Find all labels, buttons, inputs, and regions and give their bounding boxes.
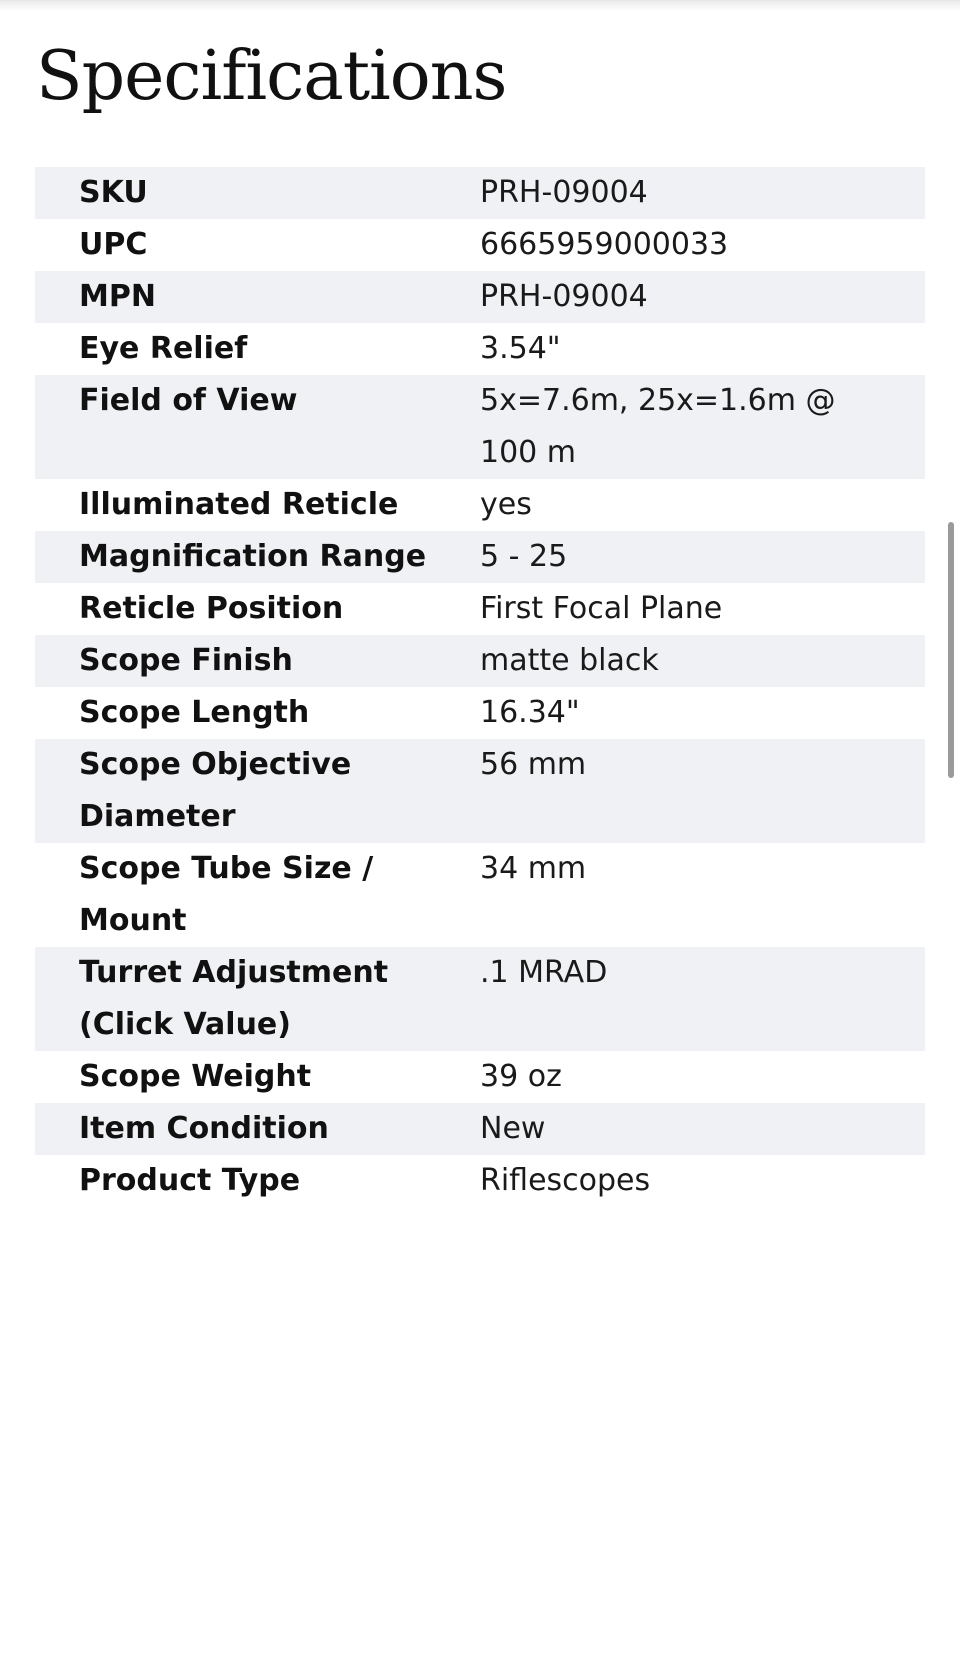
spec-value: 5x=7.6m, 25x=1.6m @ 100 m: [480, 383, 836, 470]
spec-row-sku: [35, 167, 925, 219]
spec-label: Illuminated Reticle: [79, 487, 399, 522]
spec-label: Eye Relief: [79, 331, 248, 366]
spec-label: Scope Finish: [79, 643, 293, 678]
spec-label: Scope Tube Size / Mount: [79, 851, 374, 938]
spec-row-scope-length: [35, 687, 925, 739]
spec-label: Turret Adjustment (Click Value): [79, 955, 389, 1042]
spec-value: 34 mm: [480, 851, 587, 886]
spec-value: 6665959000033: [480, 227, 729, 262]
spec-row-reticle-position: [35, 583, 925, 635]
spec-row-item-condition: [35, 1103, 925, 1155]
spec-value: 16.34": [480, 695, 580, 730]
spec-row-scope-finish: [35, 635, 925, 687]
spec-value: .1 MRAD: [480, 955, 608, 990]
spec-label: SKU: [79, 175, 148, 210]
spec-value: 56 mm: [480, 747, 587, 782]
spec-row-scope-objective-diameter: [35, 739, 925, 843]
spec-value: yes: [480, 487, 532, 522]
spec-value: New: [480, 1111, 546, 1146]
spec-value: 39 oz: [480, 1059, 562, 1094]
spec-value: PRH-09004: [480, 175, 648, 210]
spec-value: PRH-09004: [480, 279, 648, 314]
header-shadow: [0, 0, 960, 11]
spec-row-scope-weight: [35, 1051, 925, 1103]
spec-row-magnification-range: [35, 531, 925, 583]
spec-label: UPC: [79, 227, 148, 262]
spec-label: MPN: [79, 279, 156, 314]
spec-row-product-type: [35, 1155, 925, 1207]
spec-label: Field of View: [79, 383, 298, 418]
spec-row-illuminated-reticle: [35, 479, 925, 531]
spec-label: Magnification Range: [79, 539, 427, 574]
spec-label: Reticle Position: [79, 591, 344, 626]
spec-row-turret-adjustment: [35, 947, 925, 1051]
spec-label: Scope Weight: [79, 1059, 312, 1094]
spec-value: matte black: [480, 643, 659, 678]
spec-value: Riflescopes: [480, 1163, 651, 1198]
spec-row-mpn: [35, 271, 925, 323]
spec-label: Product Type: [79, 1163, 301, 1198]
spec-label: Item Condition: [79, 1111, 329, 1146]
page-title: Specifications: [36, 37, 507, 116]
specifications-table: [35, 167, 925, 1207]
spec-value: 3.54": [480, 331, 561, 366]
spec-row-upc: [35, 219, 925, 271]
spec-label: Scope Objective Diameter: [79, 747, 352, 834]
spec-value: First Focal Plane: [480, 591, 723, 626]
spec-value: 5 - 25: [480, 539, 568, 574]
spec-label: Scope Length: [79, 695, 310, 730]
spec-row-eye-relief: [35, 323, 925, 375]
vertical-scrollbar[interactable]: [948, 522, 954, 778]
spec-row-scope-tube-size: [35, 843, 925, 947]
spec-row-field-of-view: [35, 375, 925, 479]
